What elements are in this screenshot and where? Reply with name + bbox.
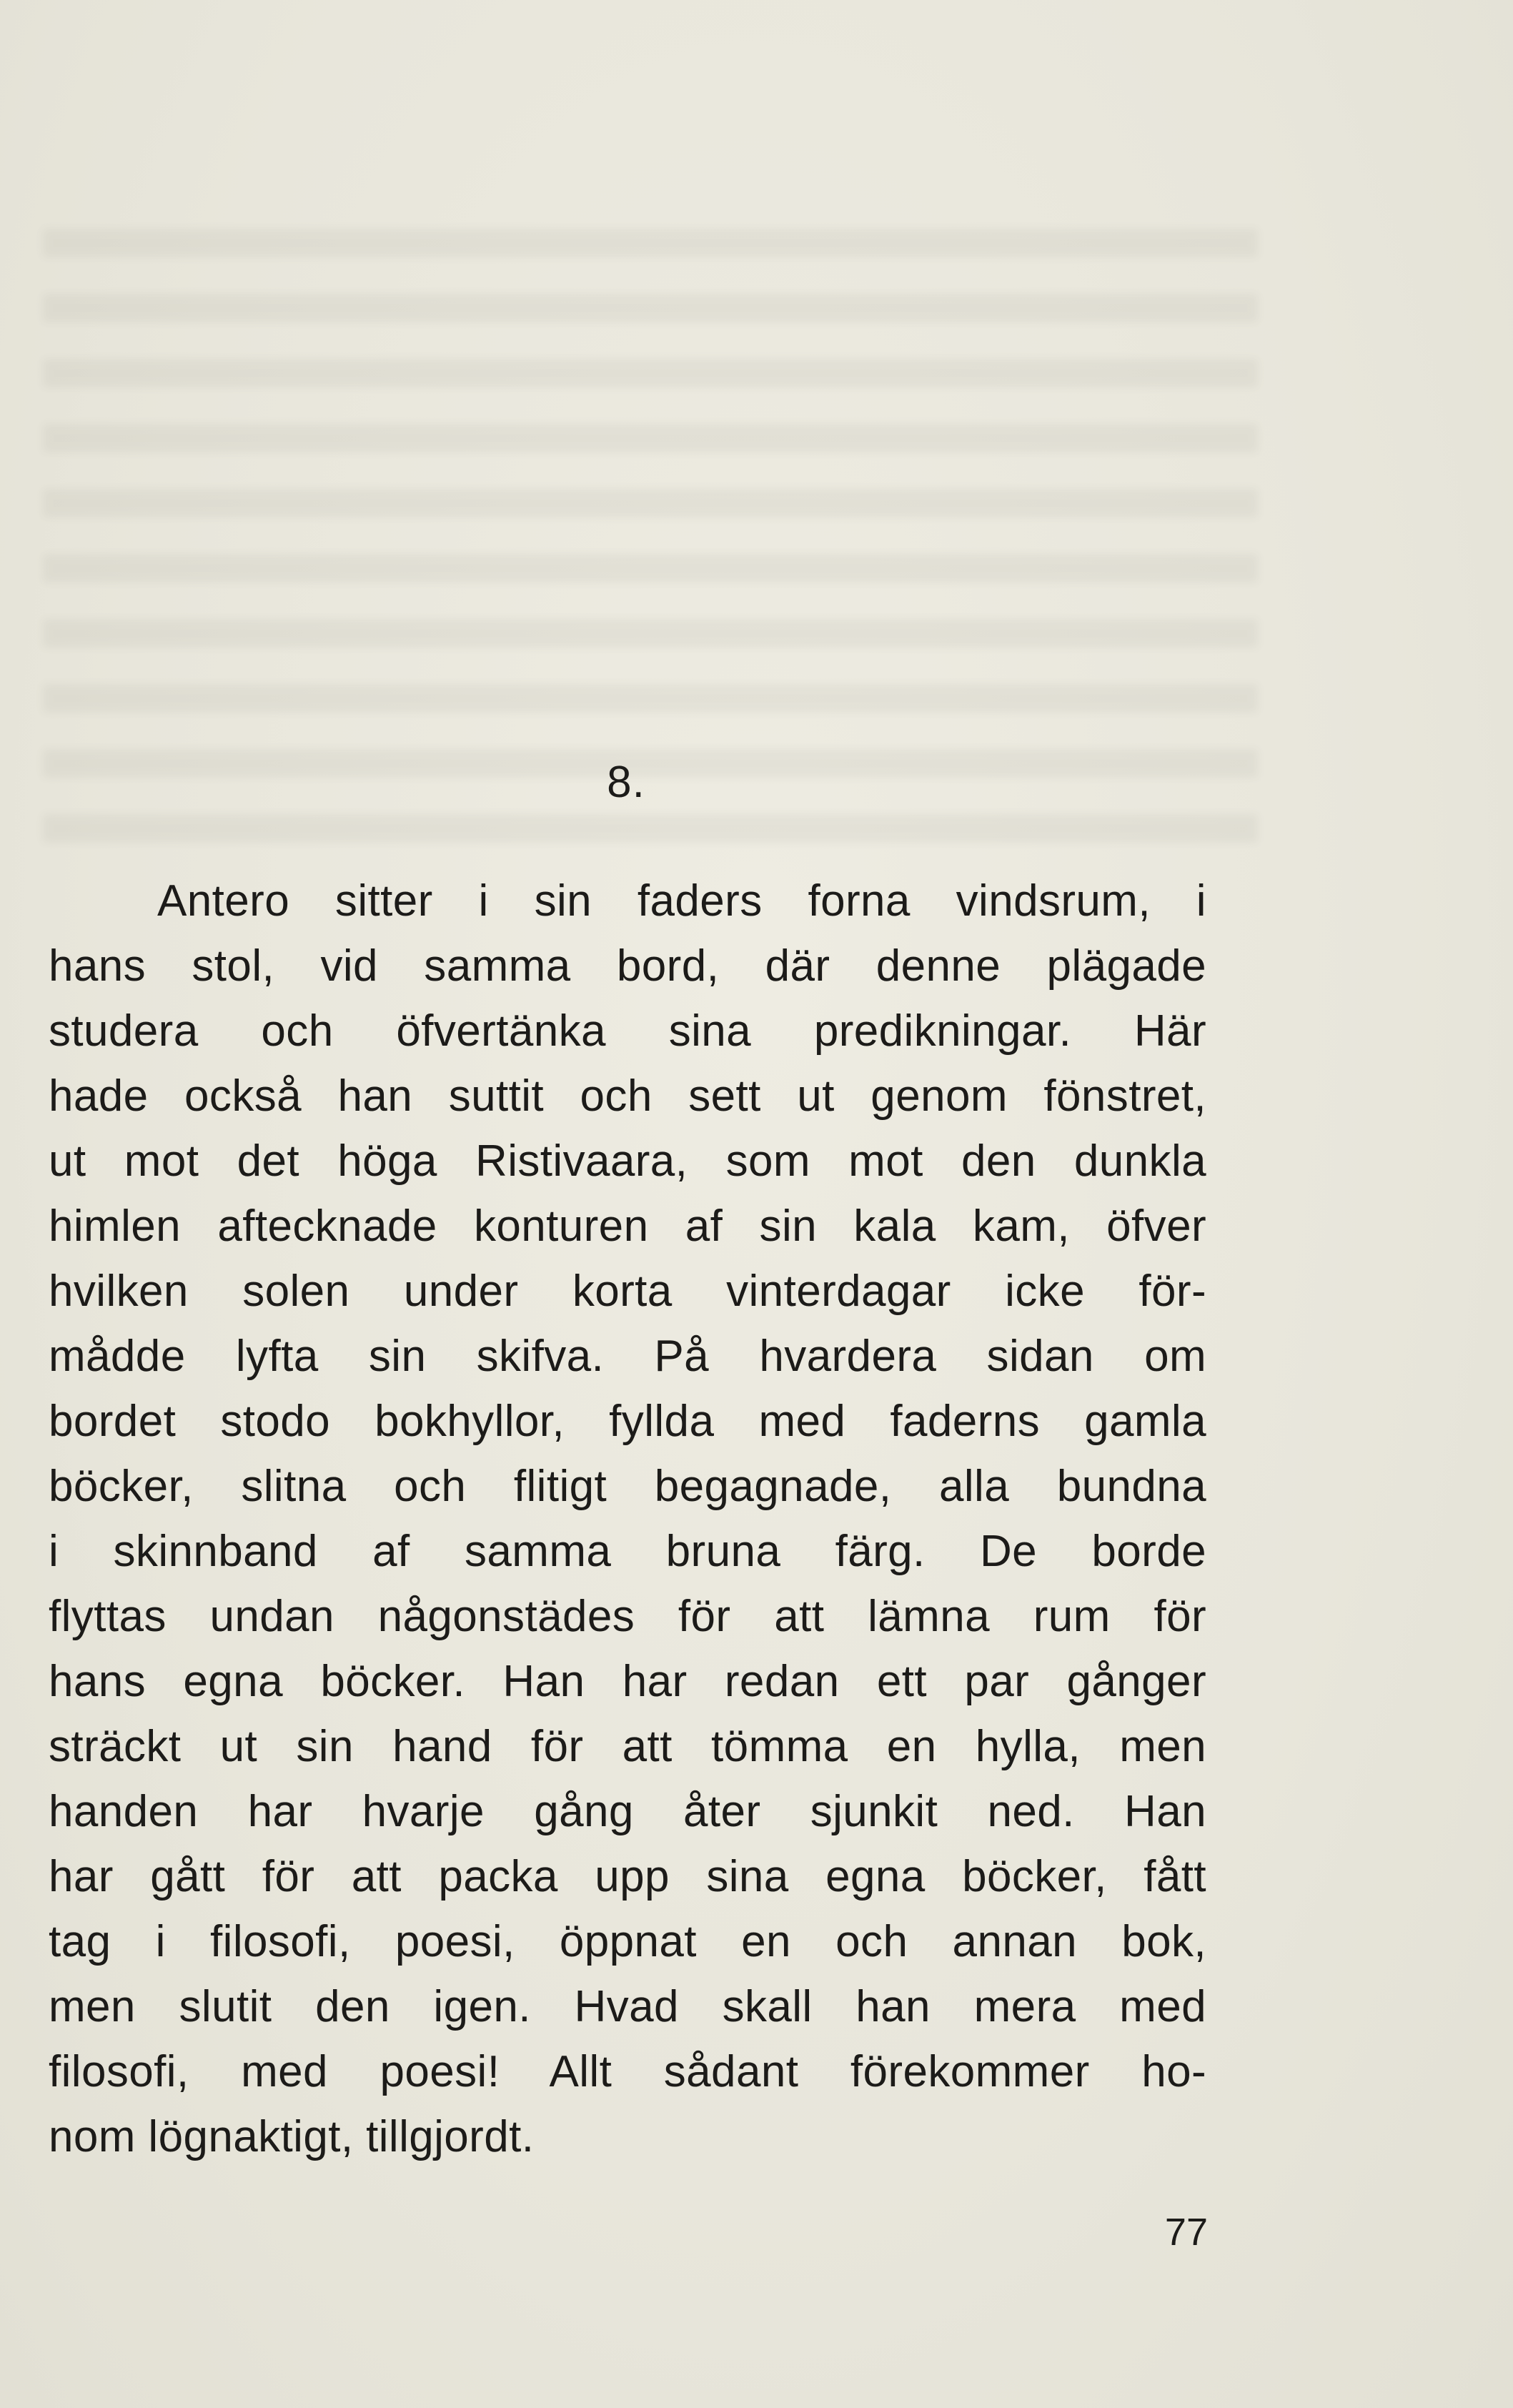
text-line: ut mot det höga Ristivaara, som mot den dunkla [49,1136,1206,1186]
text-line: mådde lyfta sin skifva. På hvardera sidan om [49,1332,1206,1381]
text-line: har gått för att packa upp sina egna böcker, fått [49,1852,1206,1901]
text-line: i skinnband af samma bruna färg. De borde [49,1527,1206,1576]
text-line: Antero sitter i sin faders forna vindsrum, i [157,876,1206,926]
text-line: hans stol, vid samma bord, där denne plägade [49,941,1206,991]
text-line: hans egna böcker. Han har redan ett par gånger [49,1657,1206,1706]
text-line: tag i filosofi, poesi, öppnat en och annan bok, [49,1917,1206,1966]
text-line: hade också han suttit och sett ut genom fönstret, [49,1071,1206,1121]
text-line: flyttas undan någonstädes för att lämna rum för [49,1592,1206,1641]
body-text [49,868,1206,2169]
text-line: nom lögnaktigt, tillgjordt. [49,2112,535,2161]
text-line: böcker, slitna och flitigt begagnade, alla bundna [49,1462,1206,1511]
text-line: men slutit den igen. Hvad skall han mera med [49,1982,1206,2031]
chapter-number: 8. [607,758,645,807]
text-line: himlen aftecknade konturen af sin kala kam, öfver [49,1201,1206,1251]
text-line: sträckt ut sin hand för att tömma en hylla, men [49,1722,1206,1771]
text-line: studera och öfvertänka sina predikningar. Här [49,1006,1206,1056]
text-line: filosofi, med poesi! Allt sådant förekommer ho- [49,2047,1206,2096]
text-line: handen har hvarje gång åter sjunkit ned. Han [49,1787,1206,1836]
text-line: hvilken solen under korta vinterdagar icke för- [49,1267,1206,1316]
text-line: bordet stodo bokhyllor, fyllda med faderns gamla [49,1397,1206,1446]
page-number: 77 [1164,2211,1208,2254]
